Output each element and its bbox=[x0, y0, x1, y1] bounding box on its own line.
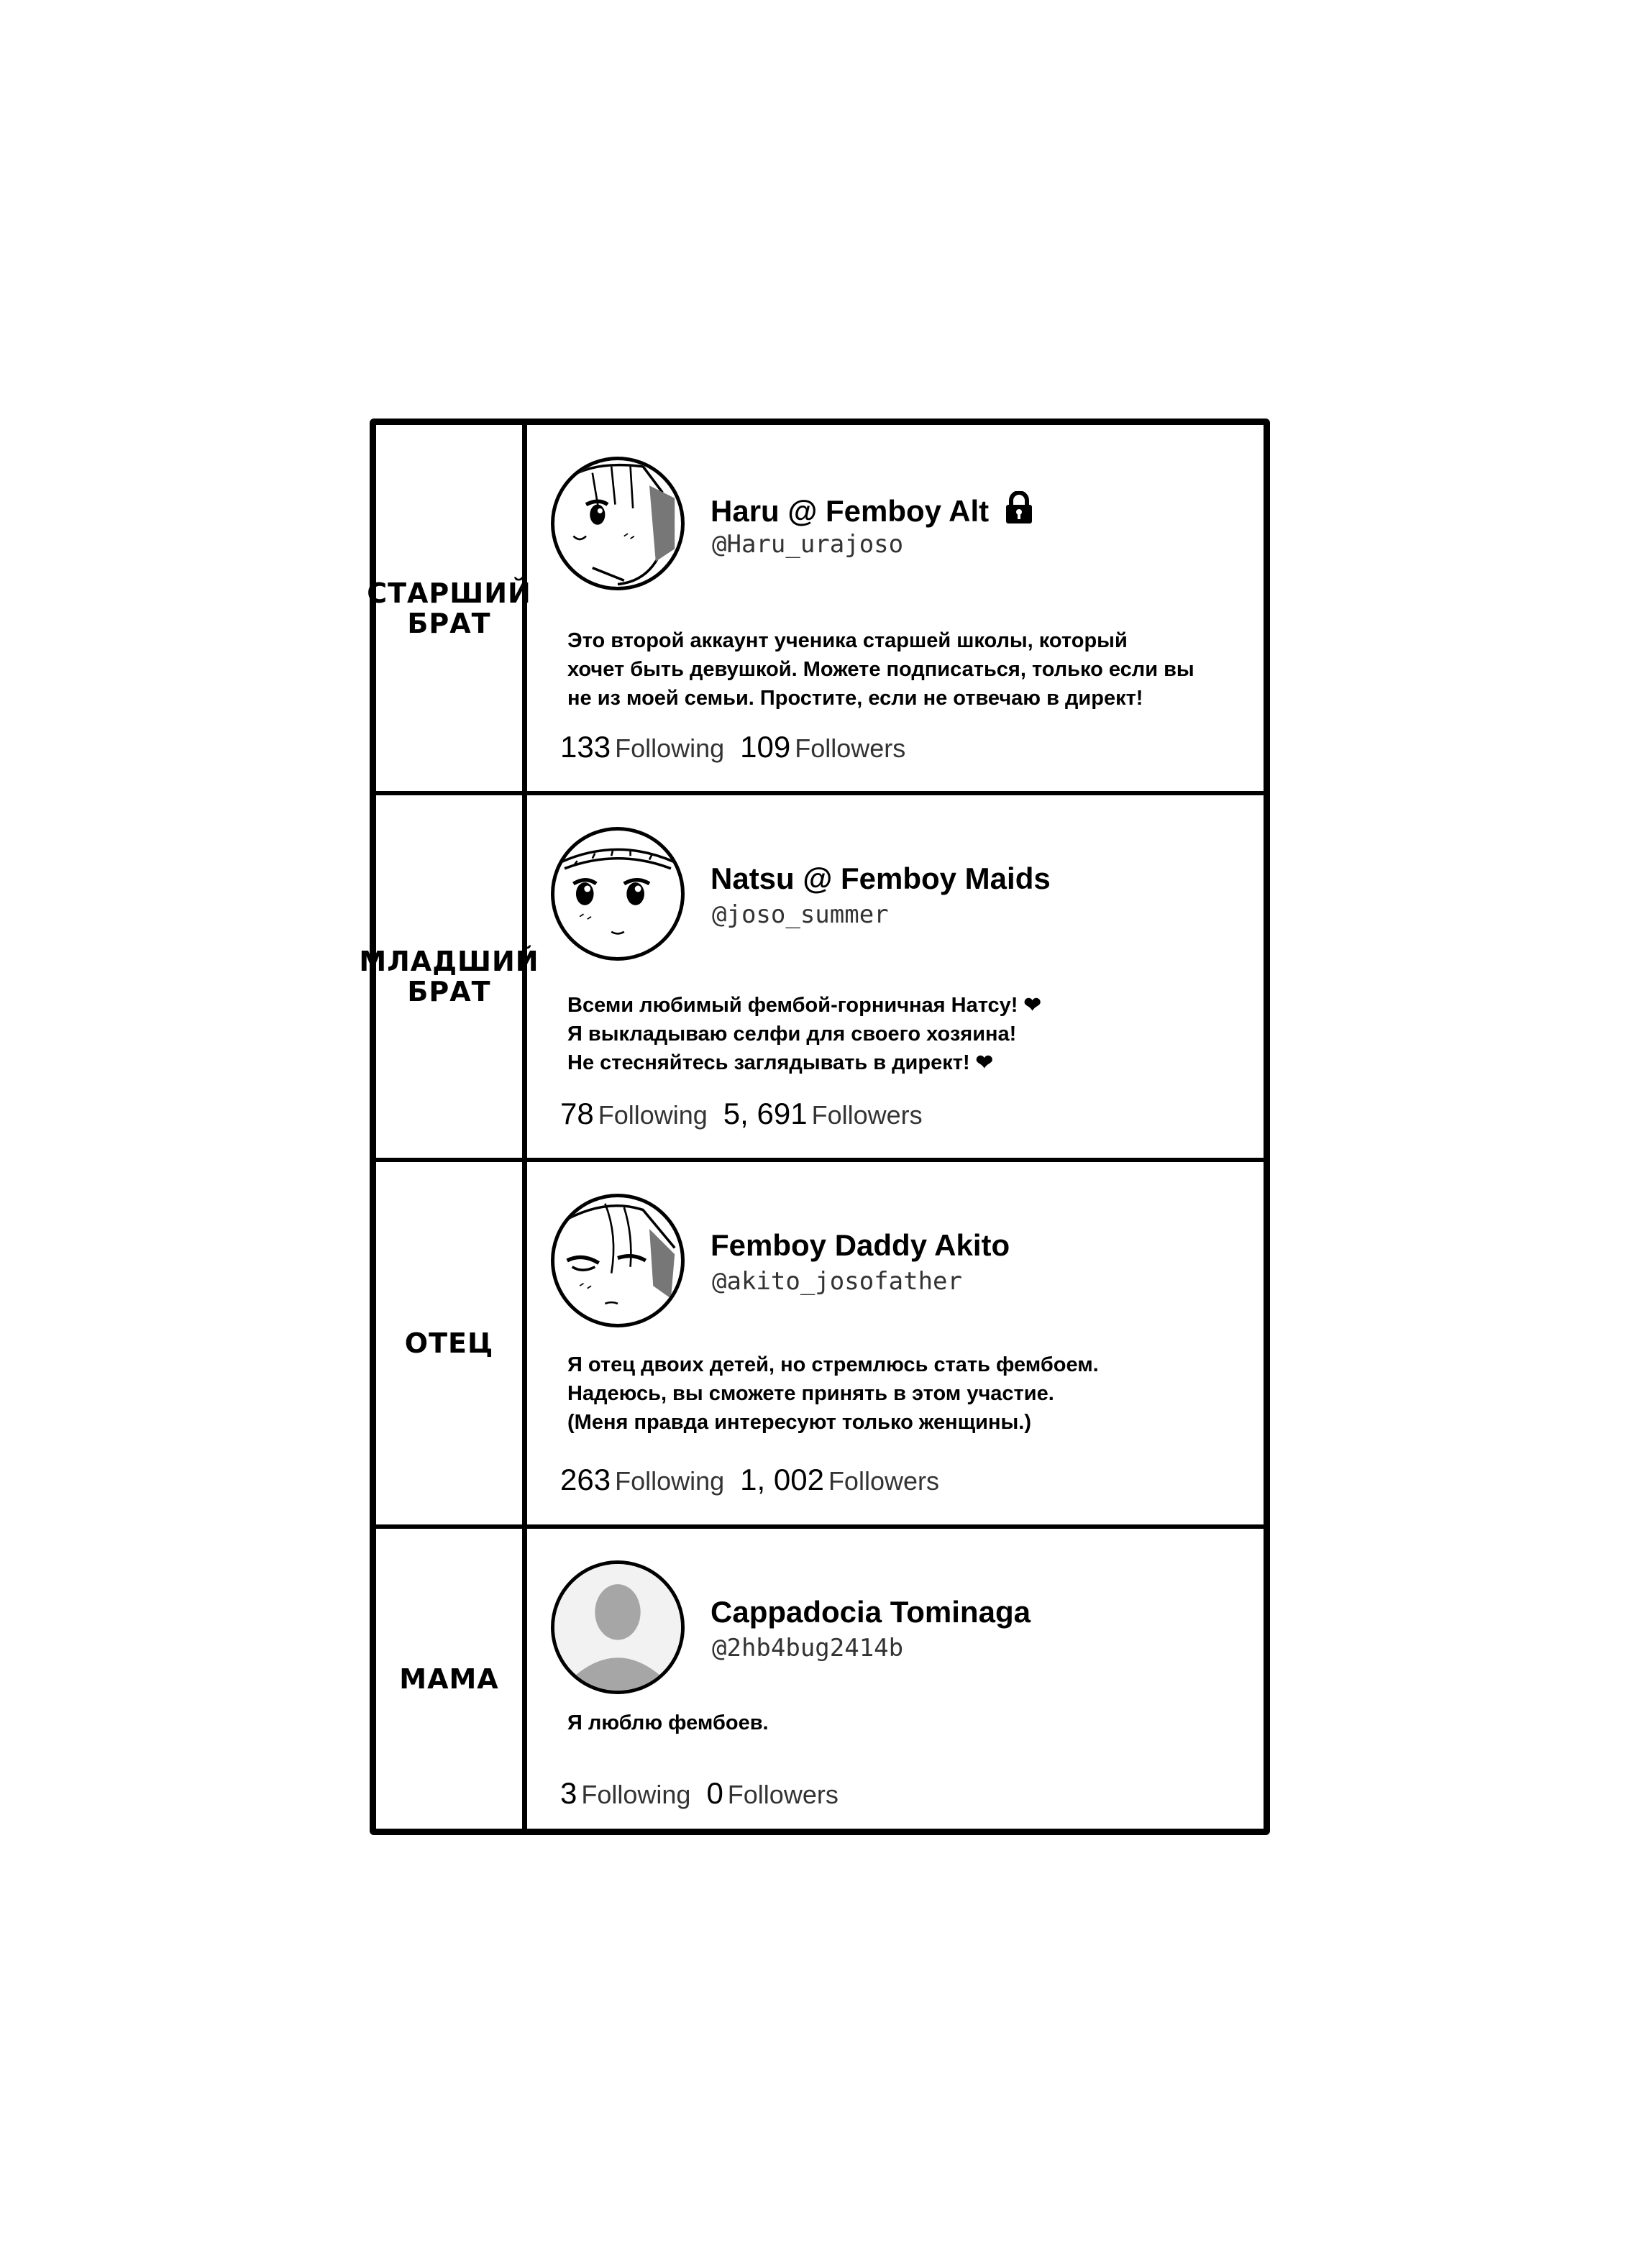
followers-link[interactable] bbox=[706, 1776, 839, 1810]
following-link[interactable] bbox=[560, 1776, 691, 1810]
profile-row-cappadocia bbox=[376, 1529, 1264, 1829]
lock-icon bbox=[1005, 491, 1033, 524]
followers-count: 5, 691 bbox=[723, 1097, 808, 1130]
bio-line: хочет быть девушкой. Можете подписаться, только если вы bbox=[567, 658, 1194, 681]
relation-cell bbox=[376, 1529, 527, 1829]
following-link[interactable] bbox=[560, 1463, 725, 1496]
following-link[interactable] bbox=[560, 1097, 708, 1130]
bio-line: (Меня правда интересуют только женщины.) bbox=[567, 1411, 1031, 1434]
default-user-avatar-icon bbox=[554, 1564, 681, 1691]
following-count: 78 bbox=[560, 1097, 594, 1130]
followers-count: 109 bbox=[740, 730, 791, 764]
bio-line: Это второй аккаунт ученика старшей школы, который bbox=[567, 629, 1128, 652]
profile-row-akito bbox=[376, 1162, 1264, 1529]
relation-label: СТАРШИЙ БРАТ bbox=[367, 577, 531, 639]
following-label: Following bbox=[598, 1100, 708, 1130]
avatar[interactable] bbox=[551, 1560, 685, 1694]
display-name[interactable] bbox=[711, 1228, 1010, 1263]
relation-label: ОТЕЦ bbox=[404, 1327, 494, 1359]
relation-label: МАМА bbox=[399, 1663, 499, 1695]
follow-stats bbox=[560, 1776, 839, 1811]
avatar[interactable] bbox=[551, 457, 685, 590]
relation-cell bbox=[367, 425, 531, 791]
username-handle[interactable]: @joso_summer bbox=[712, 900, 889, 929]
relation-cell bbox=[376, 1162, 527, 1524]
following-count: 133 bbox=[560, 730, 611, 764]
followers-label: Followers bbox=[727, 1780, 839, 1809]
anime-father-portrait-icon bbox=[554, 1197, 681, 1324]
relation-label: МЛАДШИЙ БРАТ bbox=[359, 946, 539, 1007]
followers-label: Followers bbox=[811, 1100, 923, 1130]
profiles-table bbox=[359, 419, 1270, 1835]
followers-count: 1, 002 bbox=[740, 1463, 824, 1496]
following-label: Following bbox=[615, 1466, 725, 1496]
anime-maid-portrait-icon bbox=[554, 831, 681, 957]
username-handle[interactable]: @akito_josofather bbox=[712, 1267, 962, 1296]
username-handle[interactable]: @2hb4bug2414b bbox=[712, 1634, 904, 1663]
follow-stats bbox=[560, 730, 905, 764]
profile-row-natsu bbox=[359, 795, 1264, 1162]
bio-line: Не стесняйтесь заглядывать в директ! ❤ bbox=[567, 1051, 993, 1074]
followers-label: Followers bbox=[828, 1466, 939, 1496]
following-count: 3 bbox=[560, 1776, 577, 1810]
display-name-text: Haru @ Femboy Alt bbox=[711, 494, 990, 528]
bio-line: Я выкладываю селфи для своего хозяина! bbox=[567, 1023, 1017, 1046]
following-link[interactable] bbox=[560, 730, 725, 764]
following-label: Following bbox=[581, 1780, 691, 1809]
bio-text bbox=[567, 626, 1194, 713]
followers-label: Followers bbox=[795, 733, 906, 763]
bio-line: Всеми любимый фембой-горничная Натсу! ❤ bbox=[567, 994, 1041, 1017]
following-count: 263 bbox=[560, 1463, 611, 1496]
bio-line: Я отец двоих детей, но стремлюсь стать фембоем. bbox=[567, 1353, 1099, 1376]
anime-boy-portrait-icon bbox=[554, 460, 681, 587]
avatar[interactable] bbox=[551, 1194, 685, 1327]
display-name-text: Cappadocia Tominaga bbox=[711, 1595, 1031, 1629]
bio-text bbox=[567, 1350, 1099, 1437]
display-name-text: Natsu @ Femboy Maids bbox=[711, 861, 1051, 895]
bio-text bbox=[567, 991, 1041, 1077]
bio-text bbox=[567, 1709, 769, 1737]
avatar[interactable] bbox=[551, 827, 685, 961]
followers-link[interactable] bbox=[740, 730, 906, 764]
following-label: Following bbox=[615, 733, 725, 763]
followers-link[interactable] bbox=[740, 1463, 939, 1496]
bio-line: Надеюсь, вы сможете принять в этом участие. bbox=[567, 1382, 1054, 1405]
display-name[interactable] bbox=[711, 861, 1051, 896]
relation-cell bbox=[359, 795, 539, 1158]
bio-line: Я люблю фембоев. bbox=[567, 1711, 769, 1734]
display-name[interactable] bbox=[711, 491, 1033, 529]
display-name[interactable] bbox=[711, 1595, 1031, 1629]
follow-stats bbox=[560, 1097, 923, 1131]
followers-count: 0 bbox=[706, 1776, 723, 1810]
follow-stats bbox=[560, 1463, 939, 1497]
bio-line: не из моей семьи. Простите, если не отвечаю в директ! bbox=[567, 687, 1143, 710]
display-name-text: Femboy Daddy Akito bbox=[711, 1228, 1010, 1262]
username-handle[interactable]: @Haru_urajoso bbox=[712, 530, 904, 559]
profile-row-haru bbox=[367, 425, 1264, 795]
followers-link[interactable] bbox=[723, 1097, 923, 1130]
